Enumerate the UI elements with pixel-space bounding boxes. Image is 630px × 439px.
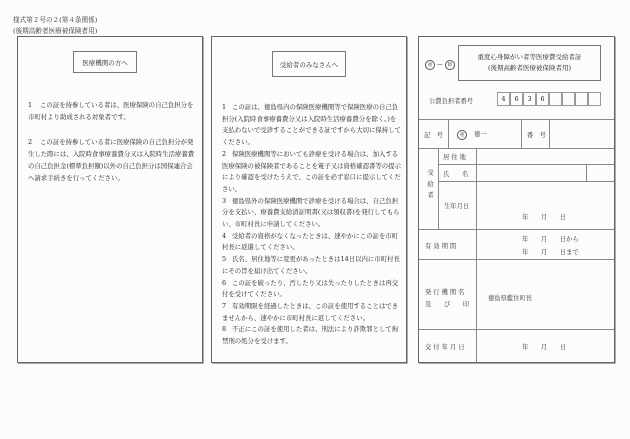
note-text: 徳島県外の保険医療機関で診療を受ける場合は、自己負担分を支払い、療養費支給済証明書(又は領収書)を発行してもらい、市町村長に申請してください。 [222, 196, 400, 229]
note-item [222, 231, 402, 254]
issuer-label-seal: 及 び 印 [425, 301, 470, 308]
payer-digit: 6 [536, 92, 549, 106]
payer-number-label: 公費負担者番号 [429, 98, 474, 105]
payer-digit: 4 [497, 92, 510, 106]
certificate-title-box [458, 45, 601, 81]
note-text: 氏名、居住地等に変更があったときは14日以内に市町村長にその旨を届け出てください。 [222, 255, 400, 275]
payer-digit [575, 92, 588, 106]
note-number: 2 [28, 138, 33, 146]
note-text: 不正にこの証を使用した者は、刑法により詐欺罪として拘禁刑の処分を受けます。 [222, 325, 399, 346]
payer-digit [562, 92, 575, 106]
left-card-notes [28, 99, 198, 184]
note-text: この証は、徳島県内の保険医療機関等で保険医療の自己負担分(入院時食事療養費分又は入院時生活療養費分を除く。)を支払わないで受診することができる証ですから大切に保持してください。 [222, 103, 401, 147]
note-text: この証を持参している者に医療保険の自己負担分が発生した際には、入院時食事療養費分又は入院時生活療養費の自己負担金(標準負担額)以外の自己負担分は国保連合会へ請求手続きを行ってください。 [28, 138, 195, 182]
payer-digit [588, 92, 601, 106]
note-text: この証を破ったり、汚したり又は失ったりしたときは再交付を受けてください。 [222, 278, 399, 299]
validity-to: 年 月 日まで [522, 249, 579, 256]
issuer-label: 発 行 機 関 名 [425, 289, 465, 296]
note-item [28, 99, 198, 123]
certificate-card [418, 36, 615, 363]
symbol-value [457, 129, 487, 140]
validity-label: 有 効 期 間 [425, 243, 457, 250]
certificate-marks [425, 60, 455, 70]
mark-dash: — [436, 61, 443, 69]
note-item [222, 324, 402, 347]
note-item [28, 136, 198, 184]
payer-digit [549, 92, 562, 106]
birth-label: 生年月日 [444, 203, 470, 210]
issue-date-label: 交 付 年 月 日 [425, 344, 465, 351]
circled-mark-icon: 重 [457, 130, 467, 140]
note-item [222, 301, 402, 324]
name-label: 氏 名 [443, 171, 469, 178]
recipient-label: 受給者 [426, 169, 433, 203]
note-item [222, 102, 402, 149]
form-number: 様式第２号の２(第４条関係) [13, 16, 98, 24]
note-text: 有効期限を経過したときは、この証を使用することはできませんから、速やかに市町村長に返してください。 [222, 301, 399, 322]
circled-mark-icon: 障 [445, 60, 455, 70]
symbol-label: 記 号 [424, 132, 443, 139]
note-text: 保険医療機関等においても診療を受ける場合は、加入する医療保険の被保険者であることを電子又は資格確認書等の提示により確認を受けたうえで、この証を必ず窓口に提示してください。 [222, 149, 401, 193]
note-text: 受給者の資格がなくなったときは、速やかにこの証を市町村長に返還してください。 [222, 231, 399, 252]
note-number: 6 [222, 278, 227, 287]
validity-from: 年 月 日から [522, 236, 579, 243]
note-item [222, 149, 402, 196]
note-item [222, 196, 402, 231]
note-number: 2 [222, 149, 227, 158]
middle-card-notes [222, 102, 402, 348]
issue-date-value: 年 月 日 [522, 344, 567, 351]
note-text: この証を持参している者は、医療保険の自己負担分を市町村より助成される対象者です。 [28, 101, 194, 121]
form-subtitle: (後期高齢者医療被保険者用) [13, 27, 98, 35]
certificate-title: 重度心身障がい者等医療費受給者証 [477, 53, 582, 61]
note-number: 3 [222, 196, 227, 205]
middle-card-title: 受給者のみなさんへ [272, 51, 346, 77]
note-number: 8 [222, 325, 227, 334]
note-number: 4 [222, 231, 227, 240]
note-item [222, 278, 402, 301]
note-number: 7 [222, 301, 227, 310]
payer-digit: 6 [510, 92, 523, 106]
note-number: 1 [28, 101, 33, 109]
address-label: 居 住 地 [443, 154, 466, 161]
payer-digit: 3 [523, 92, 536, 106]
medical-institution-card [17, 36, 203, 363]
note-item [222, 254, 402, 277]
number-label: 番 号 [527, 132, 546, 139]
issuer-value: 徳島県藍住町長 [488, 295, 533, 302]
circled-mark-icon: 重 [425, 60, 435, 70]
note-number: 1 [222, 103, 227, 111]
left-card-title: 医療機関の方へ [73, 51, 137, 73]
birth-value: 年 月 日 [522, 214, 567, 221]
note-number: 5 [222, 255, 227, 264]
recipient-notice-card [211, 36, 407, 363]
symbol-text: 徳一 [474, 131, 487, 138]
certificate-subtitle: (後期高齢者医療被保険者用) [487, 64, 572, 72]
